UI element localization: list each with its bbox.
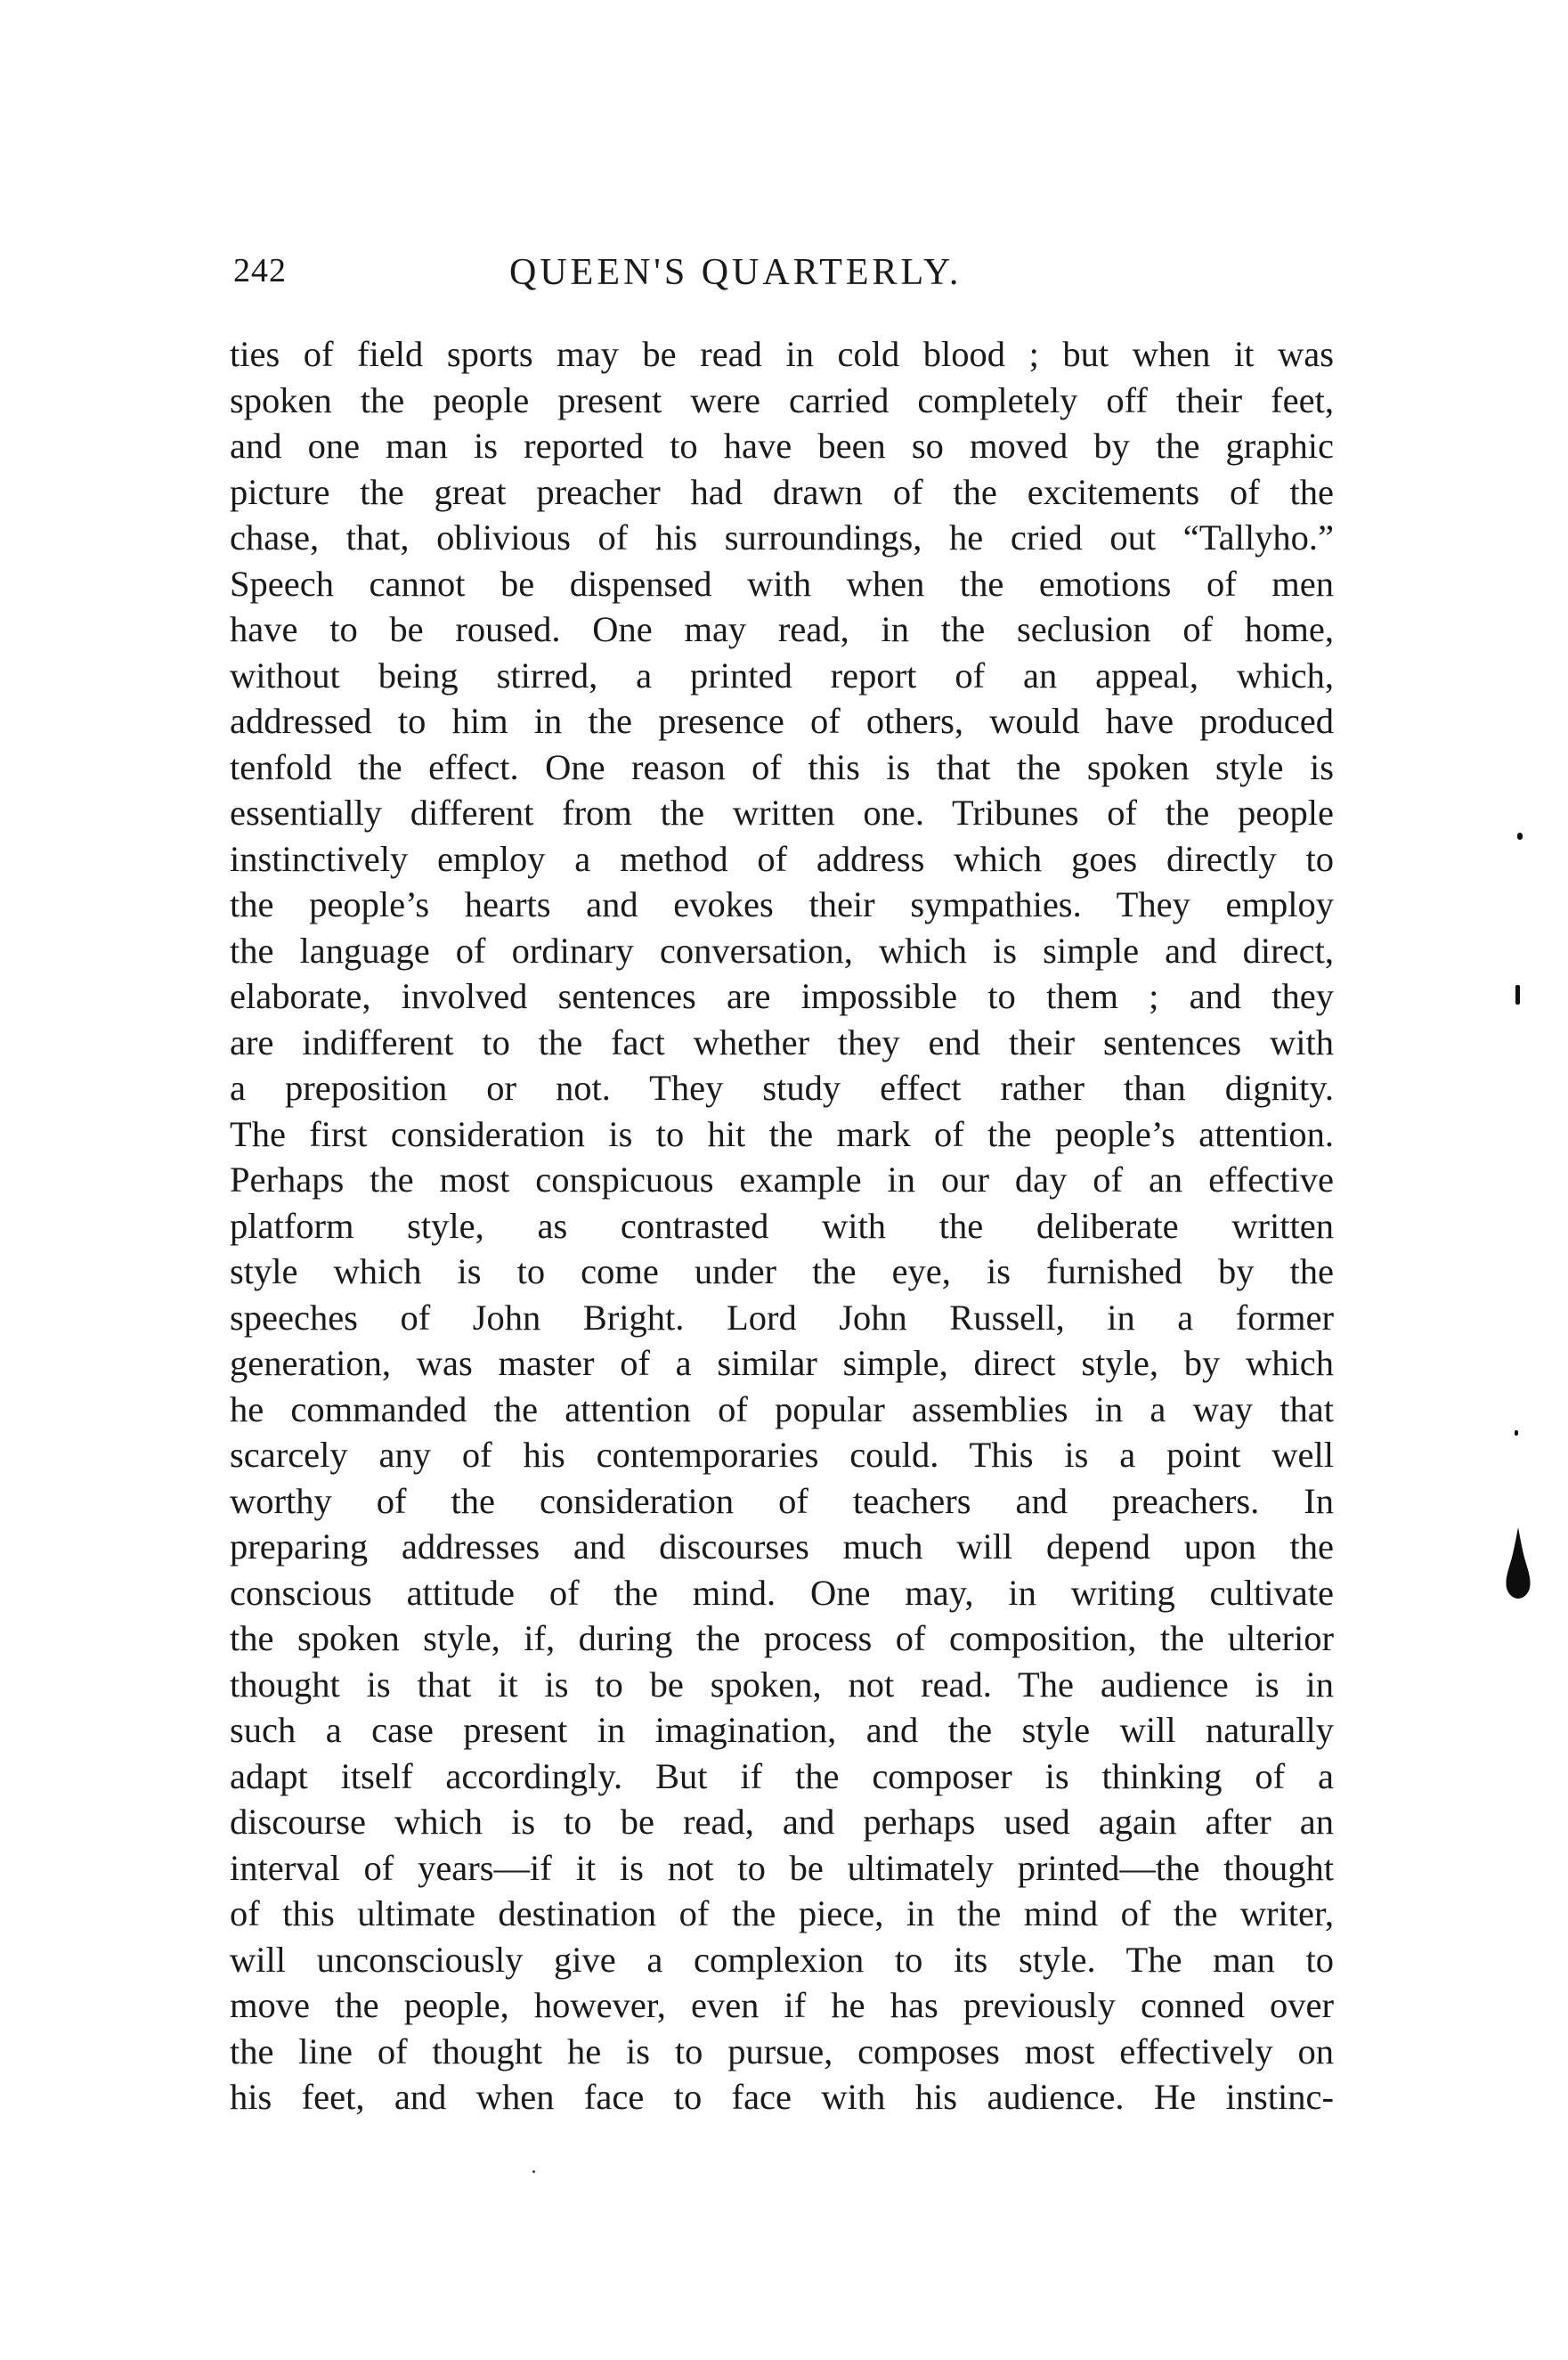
- text-line: Perhaps the most conspicuous example in our day of an effective: [230, 1160, 1334, 1200]
- text-line: elaborate, involved sentences are impossible to them ; and they: [230, 976, 1334, 1016]
- text-line: such a case present in imagination, and the style will naturally: [230, 1710, 1334, 1750]
- text-line: instinctively employ a method of address which goes directly to: [230, 838, 1334, 879]
- journal-title: QUEEN'S QUARTERLY.: [509, 252, 963, 293]
- text-line: adapt itself accordingly. But if the composer is thinking of a: [230, 1755, 1334, 1796]
- text-line: the people’s hearts and evokes their sympathies. They employ: [230, 884, 1334, 924]
- text-line: worthy of the consideration of teachers and preachers. In: [230, 1480, 1334, 1521]
- running-head: [233, 251, 1328, 305]
- text-line: Speech cannot be dispensed with when the emotions of men: [230, 563, 1334, 604]
- text-line: style which is to come under the eye, is furnished by the: [230, 1251, 1334, 1291]
- text-line: he commanded the attention of popular assemblies in a way that: [230, 1388, 1334, 1429]
- text-line: picture the great preacher had drawn of the excitements of the: [230, 471, 1334, 512]
- text-line: the language of ordinary conversation, which is simple and direct,: [230, 930, 1334, 971]
- text-line: interval of years—if it is not to be ultimately printed—the thought: [230, 1847, 1334, 1888]
- text-line: ties of field sports may be read in cold blood ; but when it was: [230, 334, 1334, 374]
- text-line: of this ultimate destination of the piece, in the mind of the writer,: [230, 1893, 1334, 1933]
- text-line: addressed to him in the presence of others, would have produced: [230, 701, 1334, 741]
- text-line: move the people, however, even if he has previously conned over: [230, 1985, 1334, 2025]
- text-line: will unconsciously give a complexion to its style. The man to: [230, 1939, 1334, 1980]
- text-line: without being stirred, a printed report of an appeal, which,: [230, 655, 1334, 696]
- text-line: the spoken style, if, during the process of composition, the ulterior: [230, 1618, 1334, 1658]
- text-line: scarcely any of his contemporaries could. This is a point well: [230, 1435, 1334, 1475]
- text-line: conscious attitude of the mind. One may, in writing cultivate: [230, 1572, 1334, 1613]
- text-line: are indifferent to the fact whether they end their sentences with: [230, 1021, 1334, 1062]
- text-line: discourse which is to be read, and perhaps used again after an: [230, 1802, 1334, 1842]
- text-line: have to be roused. One may read, in the seclusion of home,: [230, 609, 1334, 649]
- page-number: 242: [233, 252, 287, 289]
- text-line: chase, that, oblivious of his surroundings, he cried out “Tallyho.”: [230, 517, 1334, 557]
- text-line: essentially different from the written one. Tribunes of the people: [230, 793, 1334, 833]
- text-line: preparing addresses and discourses much will depend upon the: [230, 1526, 1334, 1567]
- text-line: The first consideration is to hit the mark of the people’s attention.: [230, 1113, 1334, 1154]
- text-line: thought is that it is to be spoken, not read. The audience is in: [230, 1664, 1334, 1705]
- margin-speck: [1515, 1430, 1518, 1436]
- margin-ink-blot: [1505, 1527, 1531, 1600]
- text-line: spoken the people present were carried completely off their feet,: [230, 379, 1334, 420]
- text-line: and one man is reported to have been so moved by the graphic: [230, 426, 1334, 466]
- text-line: platform style, as contrasted with the deliberate written: [230, 1205, 1334, 1246]
- body-paragraph: [230, 331, 1334, 2120]
- text-line: a preposition or not. They study effect rather than dignity.: [230, 1068, 1334, 1108]
- text-line: his feet, and when face to face with his audience. He instinc-: [230, 2077, 1334, 2117]
- margin-speck: [1515, 985, 1520, 1005]
- text-line: generation, was master of a similar simple, direct style, by which: [230, 1343, 1334, 1383]
- text-line: tenfold the effect. One reason of this is that the spoken style is: [230, 746, 1334, 787]
- text-line: the line of thought he is to pursue, composes most effectively on: [230, 2030, 1334, 2071]
- page-speck: [532, 2170, 535, 2173]
- margin-speck: [1517, 833, 1523, 840]
- text-line: speeches of John Bright. Lord John Russell, in a former: [230, 1297, 1334, 1338]
